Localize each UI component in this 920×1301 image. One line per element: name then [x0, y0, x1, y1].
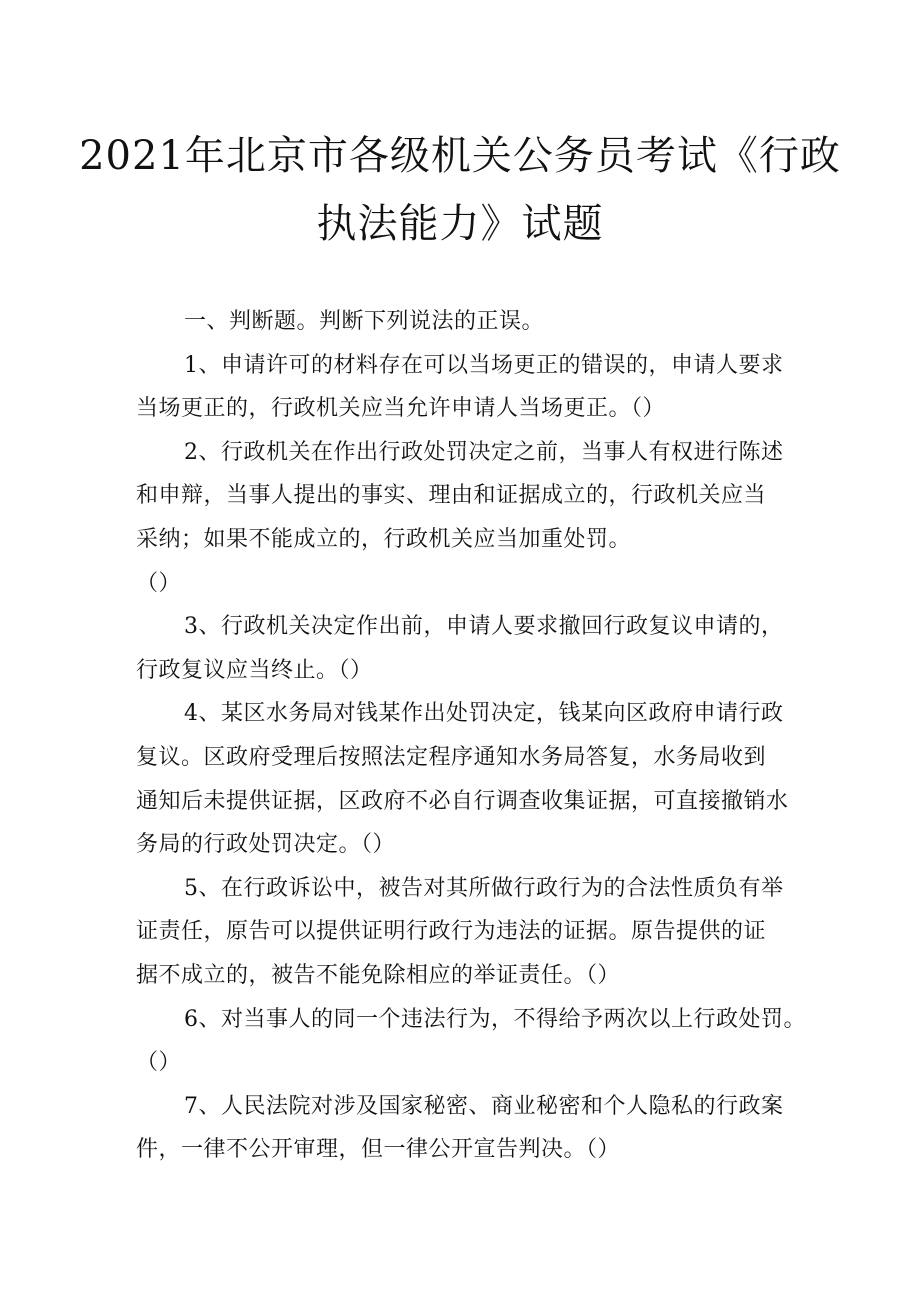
question-line: 和申辩，当事人提出的事实、理由和证据成立的，行政机关应当 — [136, 483, 767, 509]
question-line: 证责任，原告可以提供证明行政行为违法的证据。原告提供的证 — [136, 919, 767, 945]
question-line: （） — [136, 1050, 182, 1076]
question-line: 5、在行政诉讼中，被告对其所做行政行为的合法性质负有举 — [184, 875, 784, 901]
question-line: 件，一律不公开审理，但一律公开宣告判决。（） — [136, 1137, 621, 1163]
question-line: 行政复议应当终止。（） — [136, 657, 373, 683]
document-body — [136, 300, 806, 1172]
question-line: 3、行政机关决定作出前，申请人要求撤回行政复议申请的， — [184, 614, 784, 640]
question-line: 据不成立的，被告不能免除相应的举证责任。（） — [136, 962, 621, 988]
question-line: 7、人民法院对涉及国家秘密、商业秘密和个人隐私的行政案 — [184, 1093, 784, 1119]
question-line: 4、某区水务局对钱某作出处罚决定，钱某向区政府申请行政 — [184, 701, 784, 727]
question-line: 复议。区政府受理后按照法定程序通知水务局答复，水务局收到 — [136, 744, 767, 770]
question-4 — [136, 692, 788, 866]
section-heading — [136, 300, 788, 344]
question-6 — [136, 998, 806, 1085]
question-line: 务局的行政处罚决定。（） — [136, 832, 396, 858]
question-line: 当场更正的，行政机关应当允许申请人当场更正。（） — [136, 396, 666, 422]
question-line: 6、对当事人的同一个违法行为，不得给予两次以上行政处罚。 — [184, 1006, 806, 1032]
question-1 — [136, 344, 788, 431]
question-line: 通知后未提供证据，区政府不必自行调查收集证据，可直接撤销水 — [136, 788, 789, 814]
question-2 — [136, 431, 788, 605]
question-line: 采纳；如果不能成立的，行政机关应当加重处罚。 — [136, 526, 632, 552]
question-line: 1、申请许可的材料存在可以当场更正的错误的，申请人要求 — [184, 352, 784, 378]
document-title-line-2: 执法能力》试题 — [316, 201, 604, 247]
section-heading-text: 一、判断题。判断下列说法的正误。 — [184, 309, 545, 334]
question-7 — [136, 1085, 788, 1172]
question-line: 2、行政机关在作出行政处罚决定之前，当事人有权进行陈述 — [184, 439, 784, 465]
question-5 — [136, 867, 788, 998]
question-line: （） — [136, 570, 182, 596]
question-3 — [136, 605, 788, 692]
document-title-line-1: 2021年北京市各级机关公务员考试《行政 — [79, 133, 841, 179]
